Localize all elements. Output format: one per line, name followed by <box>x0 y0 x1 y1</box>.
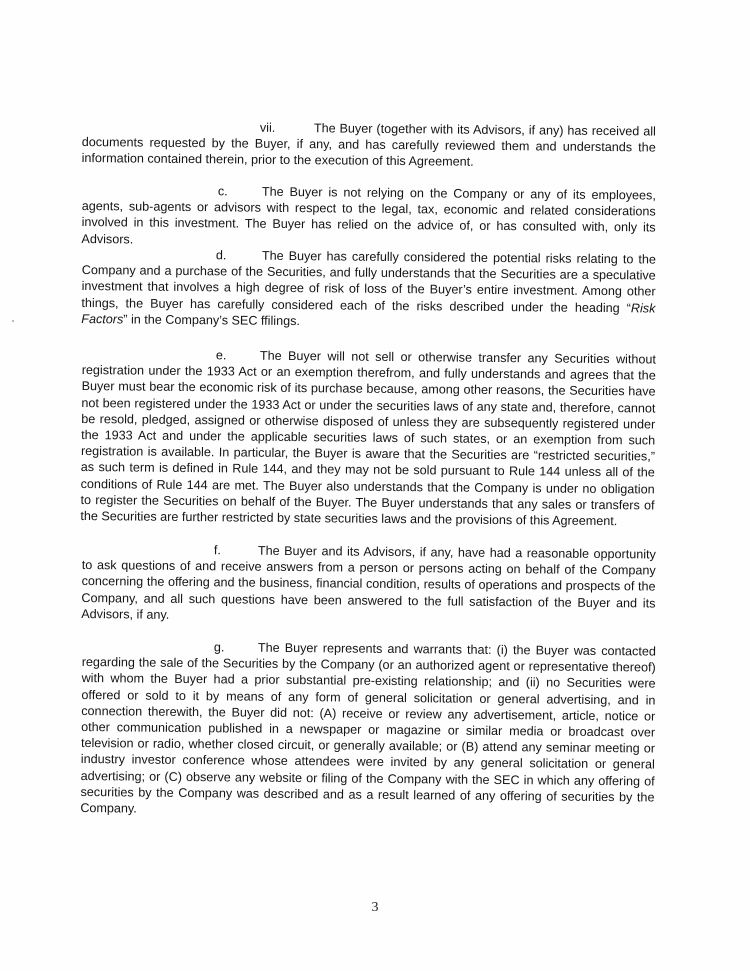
paragraph-text: The Buyer represents and warrants that: (i) the Buyer was contacted regarding the sale of the Securities by the Company (or an authorized agent or representative thereof) with whom the Buyer had a prior substantial pre-existing relationship; and (ii) no Securities were offered or sold to it by means of any form of general solicitation or general advertising, and in connection therewith, the Buyer did not: (A) receive or review any advertisement, article, notice or other communication published in a newspaper or magazine or similar media or broadcast over television or radio, whether closed circuit, or generally available; or (B) attend any seminar meeting or industry investor conference whose attendees were invited by any general solicitation or general advertising; or (C) observe any website or filing of the Company with the SEC in which any offering of securities by the Company was described and as a result learned of any offering of securities by the Company. <box>80 640 656 816</box>
paragraph-marker: f. <box>213 543 221 558</box>
paragraph-marker: g. <box>213 640 225 655</box>
paragraph-text: The Buyer will not sell or otherwise transfer any Securities without registration under the 1933 Act or an exemption therefrom, and fully understands and agrees that the Buyer must bear the economic risk of its purchase because, among other reasons, the Securities have not been registered under the 1933 Act or under the securities laws of any state and, therefore, cannot be resold, pledged, assigned or otherwise disposed of unless they are subsequently registered under the 1933 Act and under the applicable securities laws of such states, or an exemption from such registration is available. In particular, the Buyer is aware that the Securities are “restricted securities,” as such term is defined in Rule 144, and they may not be sold pursuant to Rule 144 unless all of the conditions of Rule 144 are met. The Buyer also understands that the Company is under no obligation to register the Securities on behalf of the Buyer. The Buyer understands that any sales or transfers of the Securities are further restricted by state securities laws and the provisions of this Agreement. <box>80 348 656 529</box>
paragraph-marker: vii. <box>259 120 276 135</box>
scan-speck <box>12 320 14 322</box>
paragraph-text: The Buyer is not relying on the Company or any of its employees, agents, sub-agents or advisors with respect to the legal, tax, economic and related considerations involved in this investment. The Buyer has relied on the advice of, or has consulted with, only its Advisors. <box>81 184 656 247</box>
paragraph-f <box>81 541 656 628</box>
page-number: 3 <box>371 900 379 915</box>
risk-factors-heading-reference: Risk Factors <box>81 300 656 327</box>
paragraph-vii <box>82 118 656 172</box>
paragraph-text: The Buyer and its Advisors, if any, have had a reasonable opportunity to ask questions of and receive answers from a person or persons acting on behalf of the Company concerning the offering and the business, financial condition, results of operations and prospects of the Company, and all such questions have been answered to the full satisfaction of the Buyer and its Advisors, if any. <box>81 543 656 622</box>
paragraph-d <box>81 246 656 333</box>
paragraph-marker: d. <box>215 248 227 263</box>
paragraph-text-end: ” in the Company’s SEC ffilings. <box>123 312 300 328</box>
paragraph-text: The Buyer (together with its Advisors, if any) has received all documents requested by the Buyer, if any, and has carefully reviewed them and understands the information contained therein, prior to the execution of this Agreement. <box>81 121 656 170</box>
paragraph-e <box>80 346 656 530</box>
paragraph-text: The Buyer has carefully considered the potential risks relating to the Company and a purchase of the Securities, and fully understands that the Securities are a speculative investment that involves a high degree of risk of loss of the Buyer’s entire investment. Among other things, the Buyer has carefully considered each of the risks described under the heading “ <box>81 248 656 315</box>
paragraph-g <box>80 638 656 822</box>
paragraph-marker: c. <box>217 184 228 199</box>
paragraph-marker: e. <box>215 348 227 363</box>
paragraph-c <box>81 182 656 252</box>
